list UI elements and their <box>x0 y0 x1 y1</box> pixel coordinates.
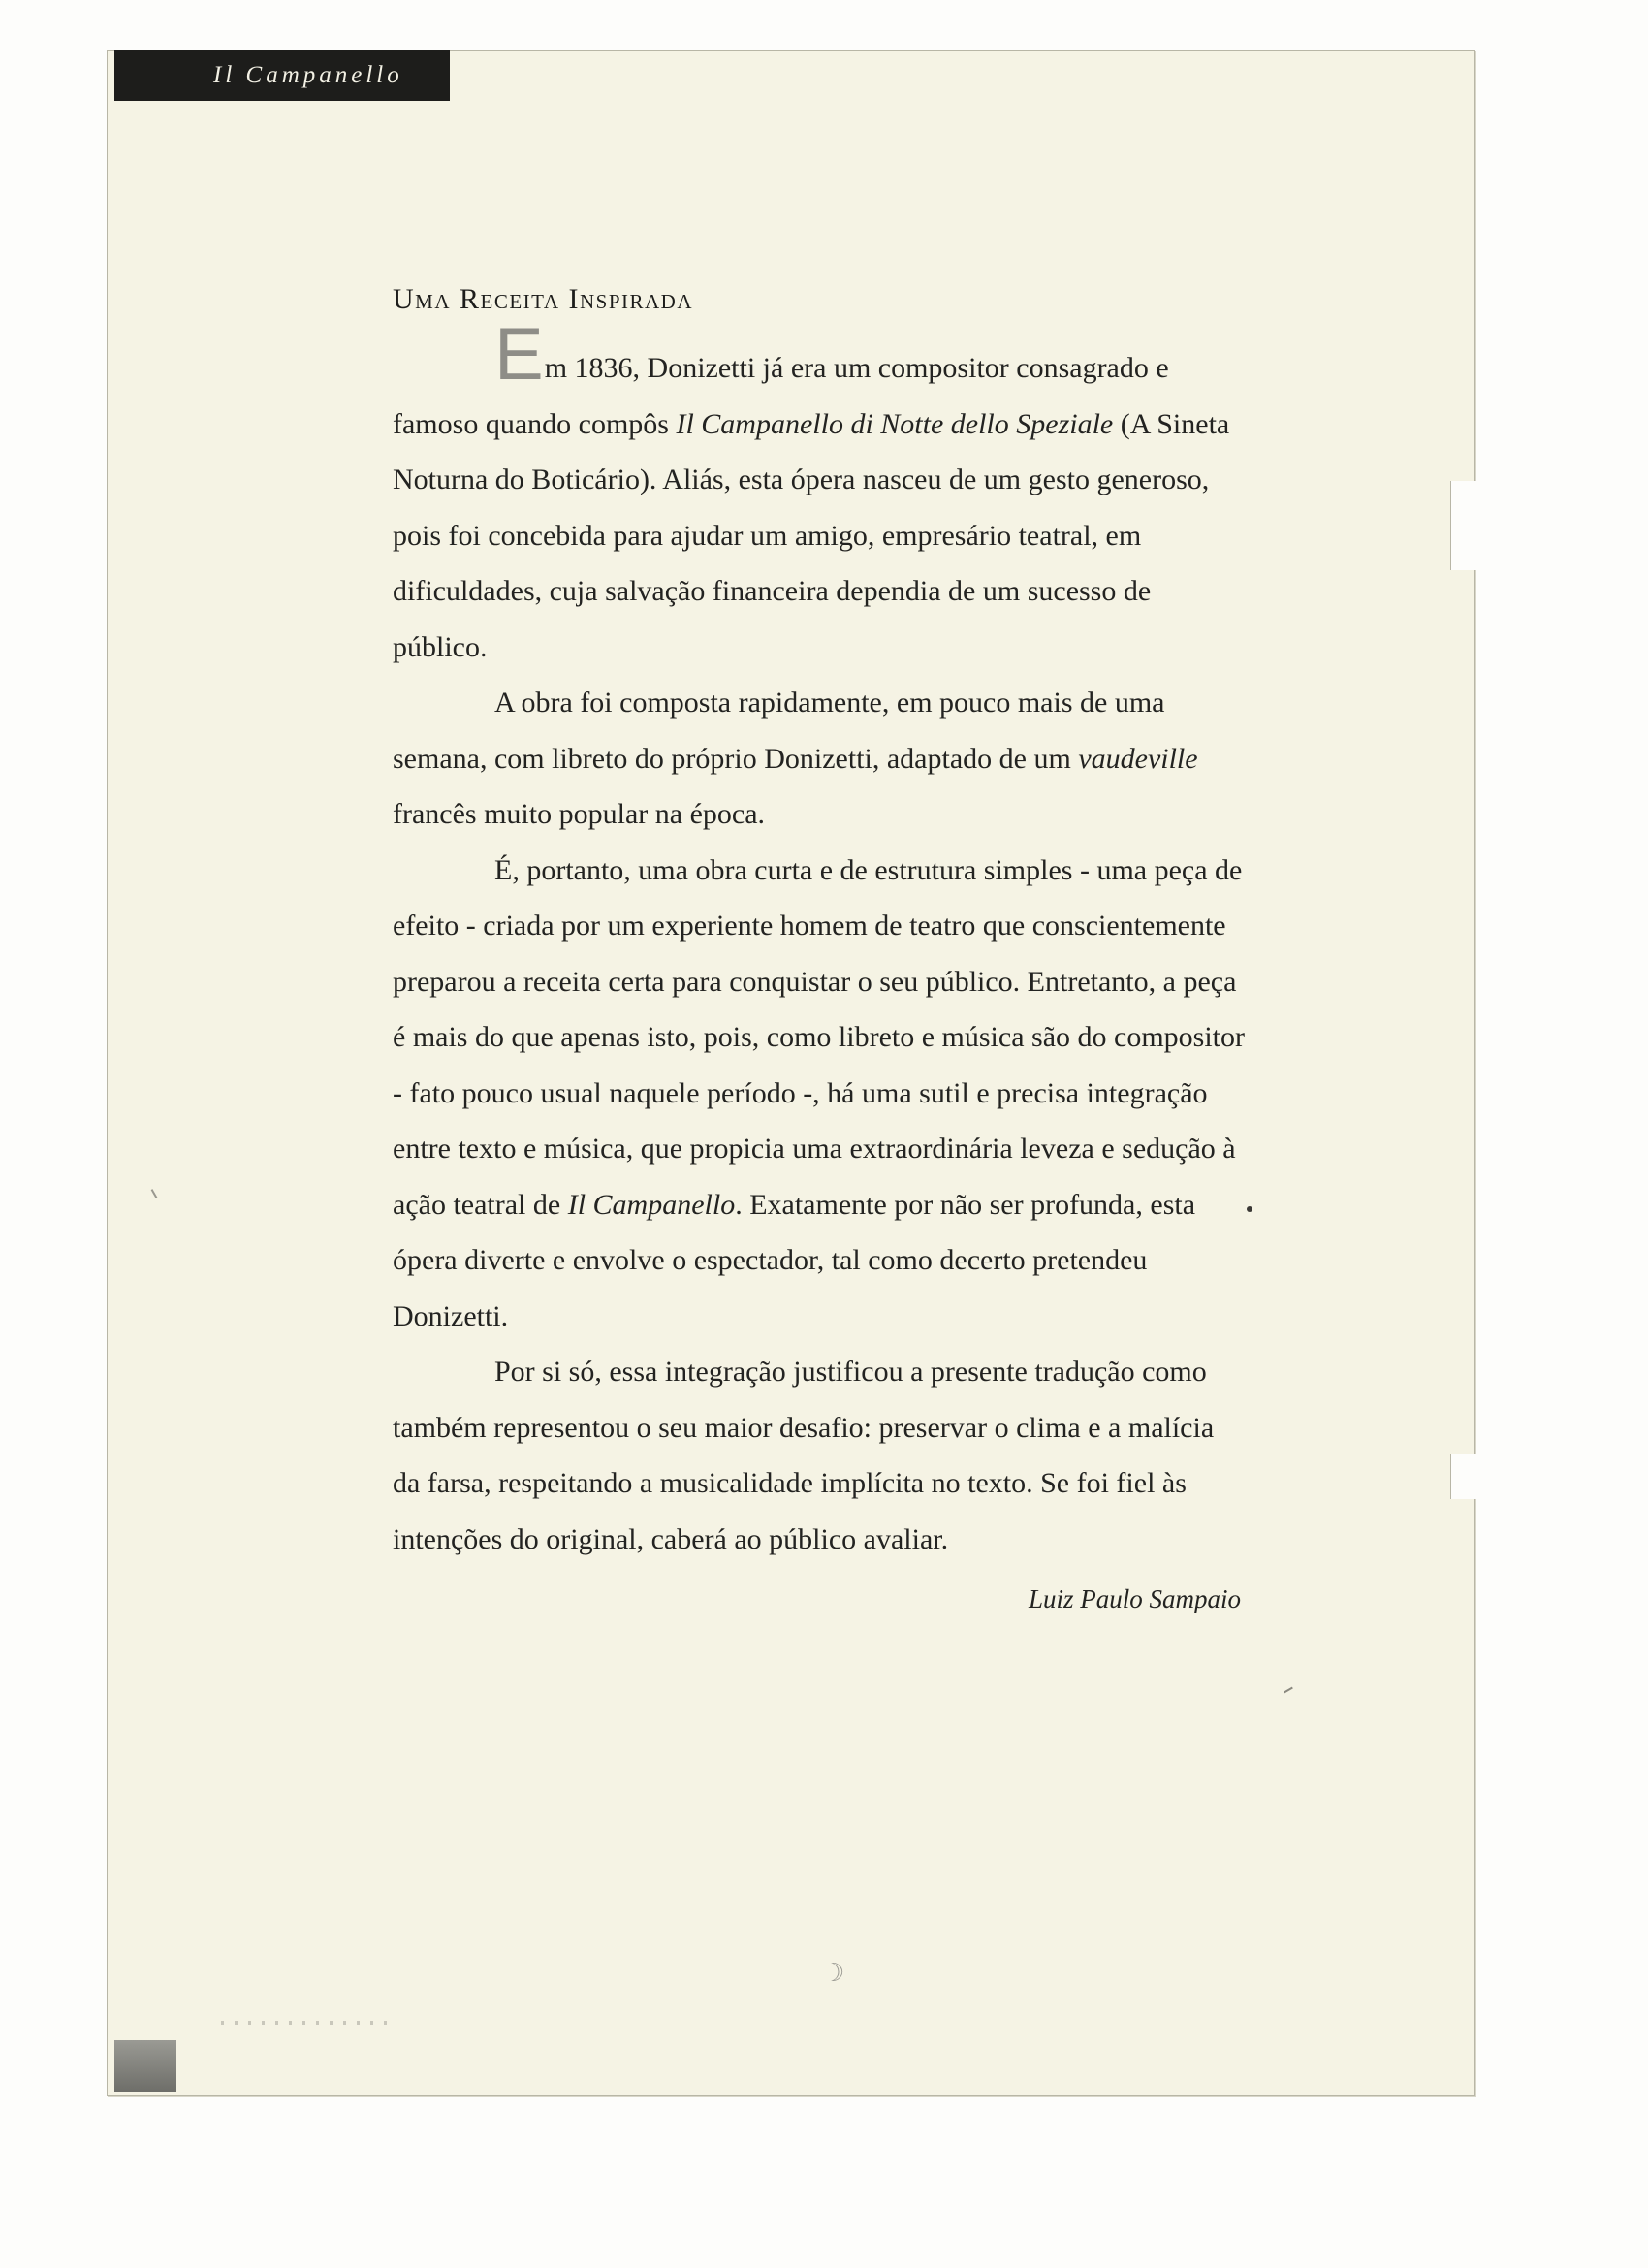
opera-title: Il Campanello di Notte dello Speziale <box>676 407 1114 440</box>
page-notch <box>1450 1454 1476 1499</box>
paragraph-text: francês muito popular na época. <box>393 798 766 830</box>
author-signature: Luiz Paulo Sampaio <box>1028 1584 1241 1613</box>
drop-cap: E <box>494 313 544 396</box>
opera-title: Il Campanello <box>567 1188 736 1221</box>
paragraph-4: Por si só, essa integração justificou a presente tradução como também representou o seu maior desafio: preservar o clima e a malícia da farsa, respeitando a musicalidade implícita no texto. Se foi fiel às intenções do original, caberá ao público avaliar. <box>393 1356 1215 1555</box>
paragraph-3 <box>393 843 1246 1345</box>
paragraph-2 <box>393 675 1246 843</box>
running-header-label: Il Campanello <box>213 62 403 88</box>
article-title: Uma Receita Inspirada <box>393 283 693 315</box>
genre-term: vaudeville <box>1078 742 1198 775</box>
bottom-edge-strip <box>114 2040 176 2092</box>
paragraph-text: A obra foi composta rapidamente, em pouco mais de uma semana, com libreto do próprio Donizetti, adaptado de um <box>393 687 1165 775</box>
article-body <box>393 313 1246 1567</box>
page-notch <box>1450 481 1476 570</box>
article <box>393 283 1246 1614</box>
paragraph-text: . Exatamente por não ser profunda, esta ópera diverte e envolve o espectador, tal como decerto pretendeu Donizetti. <box>393 1188 1196 1332</box>
paragraph-text: m 1836, Donizetti já era um compositor consagrado e famoso quando compôs <box>393 352 1169 440</box>
paper-specks <box>221 2021 396 2025</box>
edge-strip <box>114 50 176 101</box>
ink-speck <box>1247 1206 1252 1212</box>
paragraph-1 <box>393 313 1246 675</box>
running-header <box>176 50 450 101</box>
paragraph-text: É, portanto, uma obra curta e de estrutura simples - uma peça de efeito - criada por um experiente homem de teatro que conscientemente preparou a receita certa para conquistar o seu público. Entretanto, a peça é mais do que apenas isto, pois, como libreto e música são do compositor - fato pouco usual naquele período -, há uma sutil e precisa integração entre texto e música, que propicia uma extraordinária leveza e sedução à ação teatral de <box>393 853 1245 1221</box>
moon-ornament-icon: ☽ <box>822 1959 845 1987</box>
paragraph-text: (A Sineta Noturna do Boticário). Aliás, esta ópera nasceu de um gesto generoso, pois foi concebida para ajudar um amigo, empresário teatral, em dificuldades, cuja salvação financeira dependia de um sucesso de público. <box>393 407 1230 663</box>
